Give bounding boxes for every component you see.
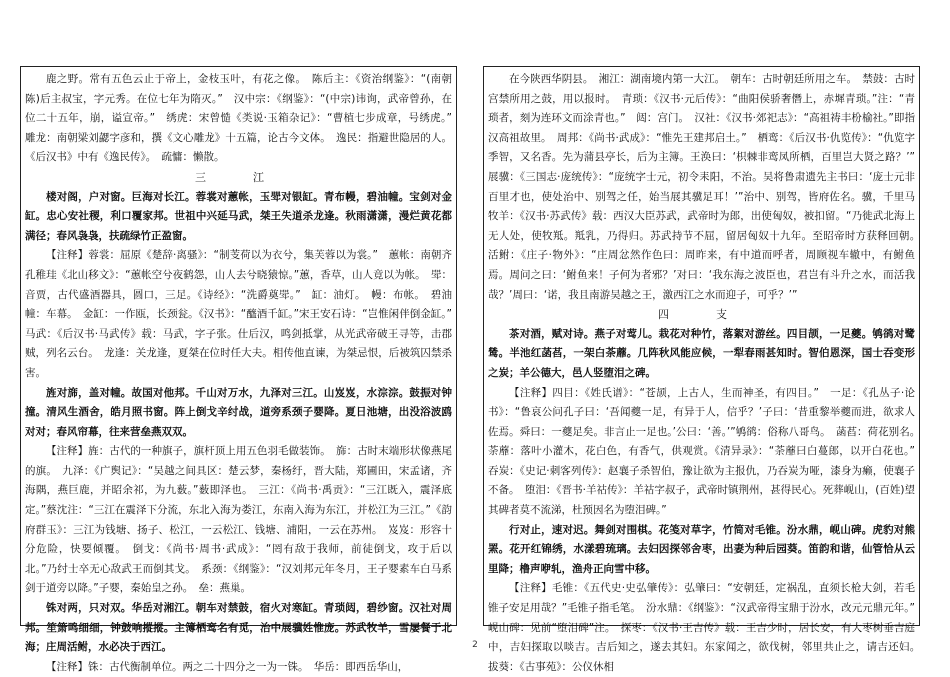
page-number: 2 bbox=[472, 640, 478, 650]
right-column bbox=[483, 66, 926, 673]
continued-notes: 在今陕西华阴县。 湘江：湖南境内第一大江。 朝车：古时朝廷所用之车。 禁鼓：古时宫禁所用之鼓，用以报时。 青琐：《汉书·元后传》：“曲阳侯骄奢僭上，赤墀青琐。”注：“青琐者，刻为连环文而涂青也。” 闼：宫门。 汉社：《汉书·郊祀志》：“高祖祷丰枌榆社。”即指汉高祖故里。 周邦：《尚书·武成》：“惟先王建邦启土。” 栖鸾：《后汉书·仇览传》：“仇览字季智，又名香。先为蒲县亭长，后为主簿。王涣曰：‘枳棘非鸾凤所栖，百里岂大贤之路？’” 展骥：《三国志·庞统传》：“庞统字士元，初令耒阳，不治。吴将鲁肃遗先主书曰：‘庞士元非百里才也，使处治中、别驾之任，始当展其骥足耳！’”治中、别驾，皆府佐名。骥，千里马 牧羊：《汉书·苏武传》载：西汉大臣苏武，武帝时为郎，出使匈奴，被扣留。“乃徙武北海上无人处，使牧羝。羝乳，乃得归。苏武持节不屈，留居匈奴十九年。至昭帝时方获释回朝。 活鲋：《庄子·物外》：“庄周忿然作色曰：周昨来，有中道而呼者，周顾视车辙中，有鲋鱼焉。周问之曰：‘鲋鱼来！子何为者邪？’对曰：‘我东海之波臣也，君岂有斗升之水，而活我哉？’周曰：‘诺，我且南游吴越之王，激西江之水而迎子，可乎？’” bbox=[488, 73, 926, 301]
annotation-paragraph: 【注释】旌：古代的一种旗子，旗杆顶上用五色羽毛做装饰。 旆：古时末端形状像燕尾的旗。 九泽：《广舆记》：“吴越之间具区：楚云梦，秦杨纡，晋大陆，郑圃田，宋孟诸，齐海隅，燕巨鹿，并昭余祁，为九薮。”薮即泽也。 三江：《尚书·禹贡》：“三江既入，震泽底定。”蔡沈注：“三江在震泽下分流，东北入海为娄江，东南入海为东江，并松江为三江。”《韵府群玉》：三江为钱塘、扬子、松江，一云松江、钱塘、浦阳，一云在苏州。 岌岌：形容十分危险，快要倾覆。 倒戈：《尚书·周书·武成》：“罔有敌于我师，前徒倒戈，攻于后以北。”乃纣士卒无心敌武王而倒其戈。 系颈：《纲鉴》：“汉刘邦元年冬月，王子婴素车白马系剑于道旁以降。”子婴，秦始皇之孙。 垒：燕巢。 bbox=[25, 445, 452, 595]
continued-notes: 鹿之野。常有五色云止于帝上，金枝玉叶，有花之像。 陈后主：《资治纲鉴》：“(南朝陈)后主叔宝，字元秀。在位七年为隋灭。” 汉中宗：《纲鉴》：“(中宗)讳询，武帝曾孙，在位二十五年，崩，谥宣帝。” 绣虎：宋曾慥《类说·玉箱杂记》：“曹植七步成章，号绣虎。” 雕龙：南朝梁刘勰字彦和，撰《文心雕龙》十五篇，论古今文体。 逸民：指避世隐居的人。《后汉书》中有《逸民传》。 疏慵：懒散。 bbox=[25, 73, 463, 164]
section-title-si-zhi: 四 支 bbox=[658, 308, 745, 322]
verse-paragraph: 旌对旆，盖对幢。故国对他邦。千山对万水，九泽对三江。山岌岌，水淙淙。鼓振对钟撞。清风生酒舍，皓月照书窗。阵上倒戈辛纣战，道旁系颈子婴降。夏日池塘，出没浴波鸥对对；春风帘幕，往来营垒燕双双。 bbox=[25, 386, 452, 438]
verse-paragraph: 行对止，速对迟。舞剑对围棋。花笺对草字，竹简对毛锥。汾水鼎，岘山碑。虎豹对熊罴。花开红锦绣，水漾碧琉璃。去妇因探邻舍枣，出妻为种后园葵。笛韵和谐，仙管恰从云里降；橹声咿轧，渔舟正向雪中移。 bbox=[488, 523, 915, 575]
annotation-paragraph: 【注释】蓉裳：屈原《楚辞·离骚》：“制芰荷以为衣兮，集芙蓉以为裳。” 蕙帐：南朝齐孔稚珪《北山移文》：“蕙帐空兮夜鹤怨，山人去兮晓猿惊。”蕙，香草，山人竟以为帐。 斝：音贾，古代盛酒器具，圆口，三足。《诗经》：“洗爵奠斝。” 缸：油灯。 幔：布帐。 碧油幢：车幕。 金缸：一作瓯，长颈瓮。《汉书》：“醯酒千缸。”宋王安石诗：“岂惟闲伴倒金缸。” 马武：《后汉书·马武传》载：马武，字子张。仕后汉，鸣剑抵掌，从光武帝破王寻等，击郡贼，列名云台。 龙逢：关龙逢，夏桀在位时任大夫。相传他直谏，为桀忌恨，后被筑囚禁杀害。 bbox=[25, 249, 463, 379]
annotation-paragraph: 【注释】四目：《姓氏谱》：“苍颉，上古人，生而神圣，有四目。” 一足：《孔丛子·论书》：“鲁哀公问孔子曰：‘吾闻夔一足，有异于人，信乎？’子曰：‘昔重黎举夔而进，欲求人佐焉。舜曰：一夔足矣。非言止一足也。’公曰：‘善。’”鸲鹆：俗称八哥鸟。 菡萏：荷花别名。 荼蘼：落叶小灌木，花白色，有香气，供观赏。《清异录》：“荼蘼曰白蔓郎，以开白花也。” 吞炭：《史记·刺客列传》：赵襄子杀智伯，豫让欲为主报仇，乃吞炭为哑，漆身为癞，使襄子不备。 堕泪：《晋书·羊祜传》：羊祜字叔子，武帝时镇荆州，甚得民心。死葬岘山，(百姓)望其碑者莫不流涕，杜预因名为堕泪碑。” bbox=[488, 386, 926, 517]
left-column bbox=[20, 66, 463, 673]
annotation-paragraph: 【注释】毛锥：《五代史·史弘肇传》：弘肇曰：“安朝廷，定祸乱，直须长枪大剑，若毛锥子安足用哉？”毛锥子指毛笔。 汾水鼎：《纲鉴》：“汉武帝得宝鼎于汾水，改元元鼎元年。” 岘山碑：见前“堕泪碑”注。 探枣：《汉书·王吉传》载：王吉少时，居长安，有大枣树垂吉庭中，吉妇探取以啖吉。吉后知之，遂去其妇。东家闻之，欲伐树，邻里共止之，请吉还妇。 拔葵：《古事苑》：公仪休相 bbox=[488, 582, 926, 673]
section-title-san-jiang: 三 江 bbox=[195, 170, 282, 184]
verse-paragraph: 铢对两，只对双。华岳对湘江。朝车对禁鼓，宿火对寒缸。青琐闼，碧纱窗。汉社对周邦。笙箫鸣细细，钟鼓响摐摐。主簿栖鸾名有觅，治中展骥姓惟庞。苏武牧羊，雪屡餐于北海；庄周活鲋，水必决于西江。 bbox=[25, 602, 452, 654]
verse-paragraph: 茶对酒，赋对诗。燕子对莺儿。栽花对种竹，落絮对游丝。四目颉，一足夔。鸲鹆对鹭鸶。半池红菡萏，一架白荼蘼。几阵秋风能应候，一犁春雨甚知时。智伯恩深，国士吞变形之炭；羊公德大，邑人竖堕泪之碑。 bbox=[488, 327, 915, 379]
verse-paragraph: 楼对阁，户对窗。巨海对长江。蓉裳对蕙帐，玉斝对银缸。青布幔，碧油幢。宝剑对金缸。忠心安社稷，利口覆家邦。世祖中兴延马武，桀王失道杀龙逢。秋雨潇潇，漫烂黄花都满径；春风袅袅，扶疏绿竹正盈窗。 bbox=[25, 190, 452, 242]
annotation-paragraph: 【注释】铢：古代衡制单位。两之二十四分之一为一铢。 华岳：即西岳华山， bbox=[46, 660, 409, 673]
